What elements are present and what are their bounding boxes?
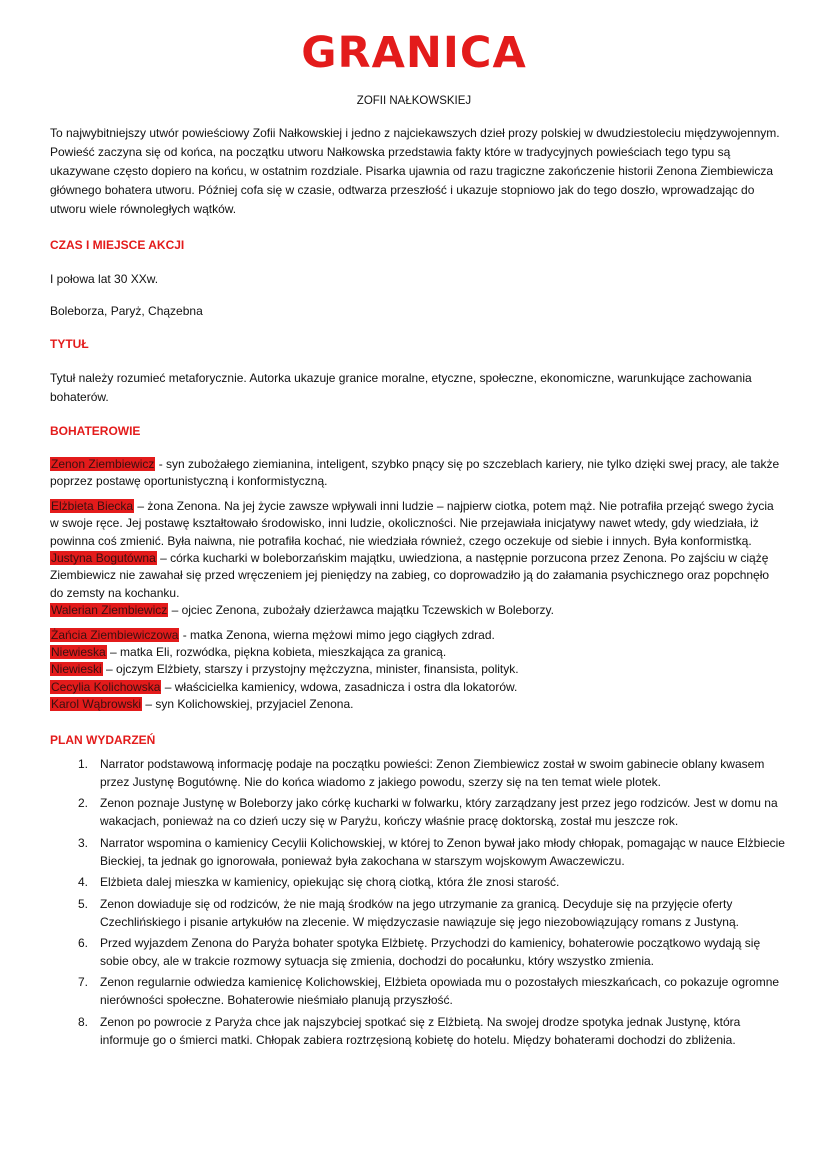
plan-list	[50, 755, 785, 1052]
plan-item-text: Zenon regularnie odwiedza kamienicę Kolichowskiej, Elżbieta opowiada mu o pozostałych mieszkańcach, co pokazuje ogromne nierówności społeczne. Bohaterowie nieśmiało planują przyszłość.	[100, 975, 780, 1008]
plan-item	[50, 834, 785, 870]
character-entry	[50, 602, 785, 619]
plan-item-number: 2.	[77, 796, 88, 811]
plan-item-number: 5.	[77, 896, 88, 911]
character-name: Elżbieta Biecka	[51, 498, 134, 513]
character-name: Żańcia Ziembiewiczowa	[51, 627, 179, 642]
character-entry	[50, 550, 785, 602]
heading-time-place: CZAS I MIEJSCE AKCJI	[50, 238, 185, 252]
document-subtitle: ZOFII NAŁKOWSKIEJ	[356, 95, 472, 107]
plan-item-number: 7.	[77, 975, 88, 990]
plan-item-text: Narrator podstawową informację podaje na początku powieści: Zenon Ziembiewicz został w swoim gabinecie oblany kwasem przez Justynę Bogutównę. Nie do końca wiadomo z jakiego powodu, szerzy się na ten temat wiele plotek.	[100, 757, 765, 789]
character-desc: – ojczym Elżbiety, starszy i przystojny mężczyzna, minister, finansista, polityk.	[102, 662, 519, 677]
plan-item	[50, 873, 785, 891]
character-entry	[50, 627, 785, 644]
heading-characters: BOHATEROWIE	[50, 424, 141, 438]
plan-item-number: 8.	[77, 1014, 88, 1029]
character-desc: - syn zubożałego ziemianina, inteligent, szybko pnący się po szczeblach kariery, nie tylko dzięki swej pracy, ale także poprzez postawę oportunistyczną i konformistyczną.	[50, 457, 780, 489]
document-title: GRANICA	[301, 28, 527, 78]
character-desc: – matka Eli, rozwódka, piękna kobieta, mieszkająca za granicą.	[106, 645, 447, 660]
character-entry	[50, 644, 785, 661]
plan-item	[50, 1013, 785, 1049]
character-name: Zenon Ziembiewicz	[51, 457, 155, 471]
plan-item-number: 4.	[77, 875, 88, 890]
character-name: Karol Wąbrowski	[51, 697, 142, 712]
character-entry	[50, 679, 785, 696]
character-name: Walerian Ziembiewicz	[51, 603, 168, 618]
character-name: Cecylia Kolichowska	[51, 679, 161, 694]
character-entry	[50, 696, 785, 713]
character-name: Niewieski	[51, 662, 102, 677]
characters-list	[50, 456, 785, 714]
plan-item	[50, 895, 785, 931]
heading-title-section: TYTUŁ	[50, 337, 89, 351]
plan-item-number: 3.	[77, 835, 88, 850]
time-text: I połowa lat 30 XXw.	[50, 272, 159, 286]
plan-item-number: 6.	[77, 935, 88, 950]
plan-item	[50, 794, 785, 830]
character-desc: – właścicielka kamienicy, wdowa, zasadnicza i ostra dla lokatorów.	[161, 679, 518, 694]
intro-paragraph: To najwybitniejszy utwór powieściowy Zofii Nałkowskiej i jedno z najciekawszych dzieł prozy polskiej w dwudziestoleciu międzywojennym. Powieść zaczyna się od końca, na początku utworu Nałkowska przedstawia fakty które w tradycyjnych powieściach tego typu są ukazywane często dopiero na końcu, w ostatnim rozdziale. Pisarka ujawnia od razu tragiczne zakończenie historii Zenona Ziembiewicza głównego bohatera utworu. Później cofa się w czasie, odtwarza przeszłość i ukazuje stopniowo jak do tego doszło, wprowadzając do utworu wiele równoległych wątków.	[50, 126, 780, 216]
character-entry	[50, 498, 785, 550]
character-name: Niewieska	[51, 645, 106, 660]
character-desc: – ojciec Zenona, zubożały dzierżawca majątku Tczewskich w Boleborzy.	[168, 603, 554, 618]
plan-item-text: Narrator wspomina o kamienicy Cecylii Kolichowskiej, w której to Zenon bywał jako młody chłopak, pomagając w nauce Elżbiecie Bieckiej, ta jednak go ignorowała, ponieważ była zakochana w starszym wojskowym Awaczewiczu.	[100, 835, 785, 868]
character-desc: - matka Zenona, wierna mężowi mimo jego ciągłych zdrad.	[179, 627, 495, 642]
character-desc: – żona Zenona. Na jej życie zawsze wpływali inni ludzie – najpierw ciotka, potem mąż. Nie potrafiła przejąć swego życia w swoje ręce. Jej postawę kształtowało środowisko, inni ludzie, okoliczności. Nie przejawiała inicjatywy nawet wtedy, gdy wiedziała, iż powinna coś zmienić. Była naiwna, nie potrafiła kochać, nie wiedziała również, czego oczekuje od siebie i innych. Była konformistką.	[50, 498, 774, 548]
plan-item-text: Elżbieta dalej mieszka w kamienicy, opiekując się chorą ciotką, która źle znosi starość.	[100, 875, 560, 890]
character-desc: – córka kucharki w boleborzańskim majątku, uwiedziona, a następnie porzucona przez Zenona. Po zajściu w ciążę Ziembiewicz nie zawahał się przed wręczeniem jej pieniędzy na zabieg, co doprowadziło ją do załamania psychicznego oraz popchnęło do zemsty na kochanku.	[50, 551, 770, 600]
plan-item	[50, 934, 785, 970]
title-meaning-text: Tytuł należy rozumieć metaforycznie. Autorka ukazuje granice moralne, etyczne, społeczne, ekonomiczne, warunkujące zachowania bohaterów.	[50, 371, 752, 404]
character-name: Justyna Bogutówna	[51, 551, 156, 566]
plan-item-number: 1.	[77, 757, 88, 771]
plan-item-text: Zenon poznaje Justynę w Boleborzy jako córkę kucharki w folwarku, który zarządzany jest przez jego rodziców. Jest w domu na wakacjach, ponieważ na co dzień uczy się w Paryżu, kończy właśnie pracę doktorską, został mu jeszcze rok.	[100, 796, 778, 829]
character-desc: – syn Kolichowskiej, przyjaciel Zenona.	[142, 697, 354, 712]
plan-item	[50, 973, 785, 1009]
plan-item-text: Zenon dowiaduje się od rodziców, że nie mają środków na jego utrzymanie za granicą. Decyduje się na przyjęcie oferty Czechlińskiego i pisanie artykułów na zlecenie. W międzyczasie nawiązuje się jego niezobowiązujący romans z Justyną.	[100, 896, 739, 929]
places-text: Boleborza, Paryż, Chązebna	[50, 304, 203, 318]
character-entry	[50, 456, 785, 491]
plan-item	[50, 755, 785, 791]
plan-item-text: Zenon po powrocie z Paryża chce jak najszybciej spotkać się z Elżbietą. Na swojej drodze spotyka jednak Justynę, która informuje go o śmierci matki. Chłopak zabiera roztrzęsioną kobietę do hotelu. Między bohaterami dochodzi do zbliżenia.	[100, 1014, 741, 1047]
character-entry	[50, 661, 785, 678]
heading-plan: PLAN WYDARZEŃ	[50, 733, 156, 747]
plan-item-text: Przed wyjazdem Zenona do Paryża bohater spotyka Elżbietę. Przychodzi do kamienicy, bohaterowie początkowo wydają się sobie obcy, ale w trakcie rozmowy sytuacja się zmienia, dochodzi do pocałunku, który wszystko zmienia.	[100, 935, 761, 968]
